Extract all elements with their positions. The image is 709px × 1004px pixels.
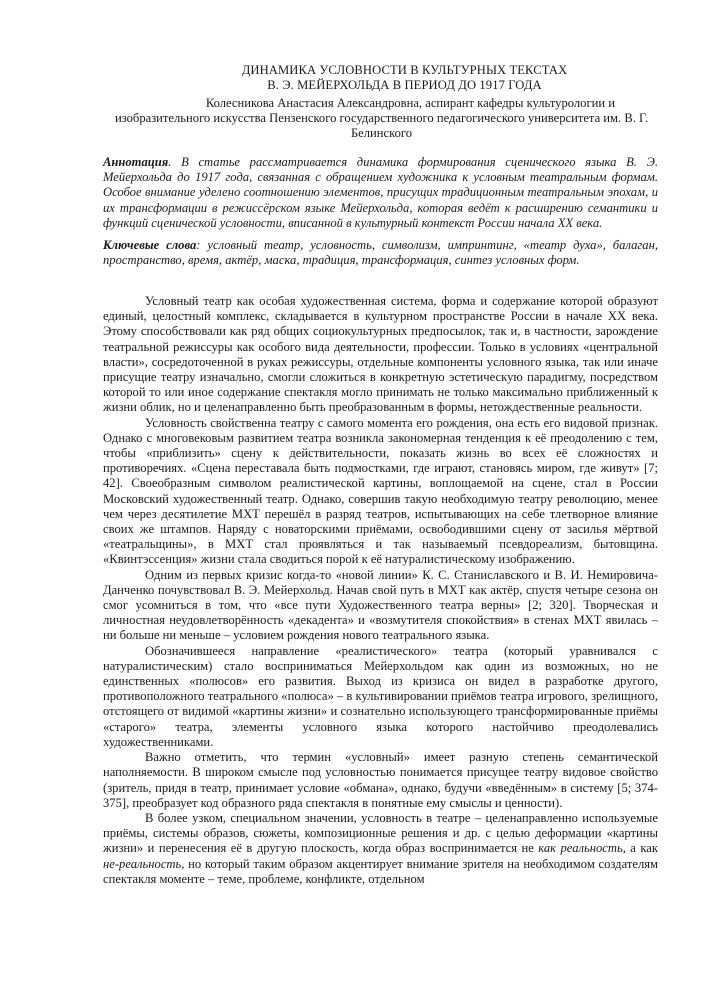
paper-title [100,63,709,93]
paragraph-6-emphasis-1: как реальность [538,841,623,856]
paragraph-6 [103,811,658,887]
paragraph-6-part-a: В более узком, специальном значении, условность в театре – целенаправленно используемые приёмы, системы образов, сюжеты, композиционные решения и др. с целью деформации «картины жизни» и перенесения её в другую плоскость, когда образ воспринимается не [103,810,658,856]
body-text [103,294,658,887]
author-line: Колесникова Анастасия Александровна, аспирант кафедры культурологии и [205,96,615,110]
title-line-1: ДИНАМИКА УСЛОВНОСТИ В КУЛЬТУРНЫХ ТЕКСТАХ [241,63,568,77]
keywords-label: Ключевые слова [103,238,197,252]
abstract-label: Аннотация [103,155,169,169]
paragraph-1: Условный театр как особая художественная система, форма и содержание которой образуют единый, целостный комплекс, складывается в культурном пространстве России в начале XX века. Этому способствовали как ряд общих социокультурных предпосылок, так и, в частности, зарождение театральной режиссуры как особого вида деятельности, профессии. Только в условиях «центральной власти», сосредоточенной в руках режиссуры, отдельные компоненты условного языка, так или иначе присущие театру изначально, смогли сложиться в конкретную эстетическую парадигму, посредством которой то или иное содержание спектакля могло принимать не только максимально приближенный к жизни облик, но и целенаправленно быть преобразованным в формы, нетождественные реальности. [103,294,658,415]
title-line-2: В. Э. МЕЙЕРХОЛЬДА В ПЕРИОД ДО 1917 ГОДА [267,78,542,93]
paragraph-5: Важно отметить, что термин «условный» имеет разную степень семантической наполняемости. В широком смысле под условностью понимается присущее театру видовое свойство (зритель, придя в театр, принимает условие «обмана», однако, будучи «введённым» в систему [5; 374-375], преобразует код образного ряда спектакля в понятные ему смыслы и ценности). [103,750,658,810]
paragraph-6-part-c: , но который таким образом акцентирует внимание зрителя на необходимом создателям спектакля моменте – теме, проблеме, конфликте, отдельном [103,856,658,886]
paragraph-6-part-b: , а как [622,841,658,856]
abstract-text: . В статье рассматривается динамика формирования сценического языка В. Э. Мейерхольда до 1917 года, связанная с обращением художника к условным театральным формам. Особое внимание уделено соотношению элементов, присущих традиционным театральным эпохам, и их трансформации в режиссёрском языке Мейерхольда, которая ведёт к расширению семантики и функций сценической условности, вписанной в культурный контекст России начала XX века. [103,155,658,230]
keywords [103,238,658,268]
affiliation-line: изобразительного искусства Пензенского государственного педагогического университета им. В. Г. Белинского [114,111,649,141]
paragraph-6-emphasis-2: не-реальность [103,856,182,871]
paragraph-3: Одним из первых кризис когда-то «новой линии» К. С. Станиславского и В. И. Немировича-Данченко почувствовал В. Э. Мейерхольд. Начав свой путь в МХТ как актёр, спустя четыре сезона он смог усомниться в том, что «все пути Художественного театра верны» [2; 320]. Творческая и личностная неудовлетворённость «декадента» и «возмутителя спокойствия» в стенах МХТ явилась – ни больше ни меньше – условием рождения нового театрального языка. [103,567,658,643]
paragraph-2: Условность свойственна театру с самого момента его рождения, она есть его видовой признак. Однако с многовековым развитием театра возникла закономерная тенденция к её преодолению с тем, чтобы «приблизить» сцену к действительности, показать жизнь во всех её сложностях и противоречиях. «Сцена переставала быть подмостками, где играют, становясь миром, где живут» [7; 42]. Своеобразным символом реалистической картины, воплощаемой на сцене, стал в России Московский художественный театр. Однако, совершив такую необходимую театру революцию, менее чем через десятилетие МХТ перешёл в разряд театров, испытывающих на себе тлетворное влияние своих же штампов. Наряду с новаторскими приёмами, освободившими сцену от засилья мёртвой «театральщины», в МХТ стал проявляться и так называемый псевдореализм, бытовщина. «Квинтэссенция» жизни стала сводиться порой к её натуралистическому изображению. [103,415,658,567]
paragraph-4: Обозначившееся направление «реалистического» театра (который уравнивался с натуралистическим) стало восприниматься Мейерхольдом как один из возможных, но не единственных «полюсов» его развития. Выход из кризиса он видел в разработке другого, противоположного театрального «полюса» – в культивировании приёмов театра игрового, зрелищного, отстоящего от видимой «картины жизни» и сознательно использующего трансформированные приёмы «старого» театра, элементы условного языка которого настойчиво преодолевались художественниками. [103,643,658,749]
keywords-text: : условный театр, условность, символизм, импринтинг, «театр духа», балаган, пространство, время, актёр, маска, традиция, трансформация, синтез условных форм. [103,238,658,268]
abstract [103,155,658,231]
